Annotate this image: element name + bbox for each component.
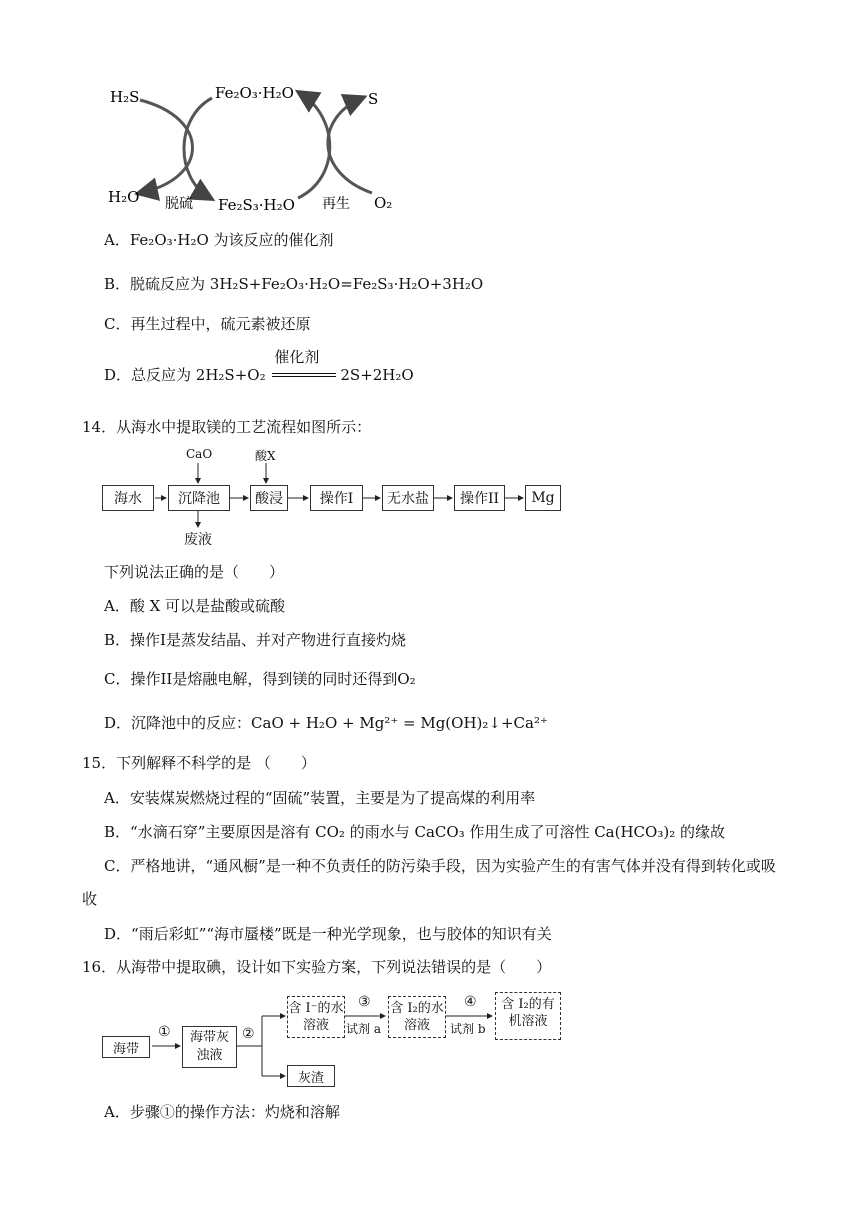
cycle-diagram: [100, 78, 410, 223]
option-text: 安装煤炭燃烧过程的“固硫”装置，主要是为了提高煤的利用率: [129, 789, 536, 807]
step-3-label: ③: [358, 994, 371, 1010]
option-text: 酸 X 可以是盐酸或硫酸: [129, 597, 286, 615]
option-letter: C．: [104, 315, 131, 333]
reagent-a-label: 试剂 a: [346, 1022, 381, 1036]
option-letter: A．: [104, 231, 130, 249]
option-letter: A．: [104, 789, 130, 807]
middle-right-arc: [298, 93, 330, 198]
reagent-b-label: 试剂 b: [450, 1022, 486, 1036]
catalyst-condition: [270, 348, 340, 385]
node-kelp-ash-suspension: 海带灰浊液: [182, 1026, 237, 1068]
option-text: 脱硫反应为 3H₂S+Fe₂O₃·H₂O=Fe₂S₃·H₂O+3H₂O: [130, 275, 484, 293]
step-1-label: ①: [158, 1024, 171, 1040]
node-seawater: 海水: [102, 485, 154, 511]
option-letter: A．: [104, 1103, 130, 1121]
option-letter: C．: [104, 670, 131, 688]
label-fe2o3: Fe₂O₃·H₂O: [215, 84, 294, 102]
option-letter: B．: [104, 823, 131, 841]
node-operation-1: 操作I: [310, 485, 363, 511]
cao-label: CaO: [186, 447, 213, 461]
label-h2o: H₂O: [108, 188, 140, 206]
node-kelp: 海带: [102, 1036, 150, 1058]
node-anhydrous-salt: 无水盐: [382, 485, 434, 511]
q14-option-d: [104, 713, 548, 733]
q15-option-c-continuation: 收: [82, 890, 98, 908]
option-letter: D．: [104, 714, 132, 732]
iodine-flowchart: [100, 988, 570, 1093]
middle-left-arc: [184, 98, 212, 198]
option-text: “水滴石穿”主要原因是溶有 CO₂ 的雨水与 CaCO₃ 作用生成了可溶性 Ca(HCO₃)₂ 的缘故: [130, 823, 725, 841]
option-letter: D．: [104, 925, 132, 943]
catalyst-label: 催化剂: [274, 348, 320, 366]
node-i2-organic: 含 I₂的有机溶液: [495, 992, 561, 1040]
label-fe2s3: Fe₂S₃·H₂O: [218, 196, 295, 214]
mg-flowchart: [100, 445, 570, 550]
option-text: “雨后彩虹”“海市蜃楼”既是一种光学现象，也与胶体的知识有关: [131, 925, 552, 943]
node-acid-leach: 酸浸: [250, 485, 288, 511]
option-text: 严格地讲，“通风橱”是一种不负责任的防污染手段，因为实验产生的有害气体并没有得到转化或吸: [130, 857, 776, 875]
q14-option-a: [104, 596, 285, 616]
label-h2s: H₂S: [110, 88, 140, 106]
waste-label: 废液: [184, 532, 212, 548]
q15-option-c: [104, 856, 776, 876]
q13-option-a: [104, 230, 334, 250]
q16-option-a: [104, 1102, 340, 1122]
q15-option-a: [104, 788, 535, 808]
q14-option-b: [104, 630, 406, 650]
node-i2-aqueous: 含 I₂的水溶液: [388, 996, 446, 1038]
acid-label: 酸X: [255, 449, 276, 463]
q13-option-b: [104, 274, 483, 294]
double-bar: [272, 373, 336, 377]
q15-option-d: [104, 924, 552, 944]
option-text: 步骤①的操作方法：灼烧和溶解: [129, 1103, 340, 1121]
q14-prompt: 下列说法正确的是（ ）: [104, 563, 285, 581]
product-text: 2S+2H₂O: [340, 366, 414, 384]
option-letter: A．: [104, 597, 130, 615]
option-letter: B．: [104, 275, 131, 293]
option-text: Fe₂O₃·H₂O 为该反应的催化剂: [129, 231, 334, 249]
label-desulfur: 脱硫: [165, 196, 193, 212]
node-settling-tank: 沉降池: [168, 485, 230, 511]
option-letter: C．: [104, 857, 131, 875]
q14-stem: 14．从海水中提取镁的工艺流程如图所示：: [82, 418, 372, 436]
option-letter: B．: [104, 631, 131, 649]
q13-option-c: [104, 314, 311, 334]
option-text: 操作II是熔融电解，得到镁的同时还得到O₂: [130, 670, 416, 688]
right-arc: [328, 98, 372, 193]
label-regen: 再生: [322, 196, 350, 212]
option-text: 总反应为 2H₂S+O₂: [131, 366, 266, 384]
option-text: 操作I是蒸发结晶、并对产物进行直接灼烧: [130, 631, 406, 649]
q16-stem: 16．从海带中提取碘，设计如下实验方案，下列说法错误的是（ ）: [82, 958, 552, 976]
option-text: 沉降池中的反应：CaO + H₂O + Mg²⁺ = Mg(OH)₂↓+Ca²⁺: [131, 714, 548, 732]
label-s: S: [368, 90, 379, 108]
node-mg: Mg: [525, 485, 561, 511]
option-letter: D．: [104, 366, 132, 384]
label-o2: O₂: [374, 194, 393, 212]
q15-option-b: [104, 822, 725, 842]
node-iodide-solution: 含 I⁻的水溶液: [287, 996, 345, 1038]
q15-stem: 15．下列解释不科学的是 （ ）: [82, 754, 316, 772]
node-operation-2: 操作II: [454, 485, 505, 511]
step-2-label: ②: [242, 1026, 255, 1042]
q14-option-c: [104, 669, 416, 689]
option-text: 再生过程中，硫元素被还原: [130, 315, 311, 333]
q13-option-d: [104, 348, 414, 385]
step-4-label: ④: [464, 994, 477, 1010]
node-ash-residue: 灰渣: [287, 1065, 335, 1087]
